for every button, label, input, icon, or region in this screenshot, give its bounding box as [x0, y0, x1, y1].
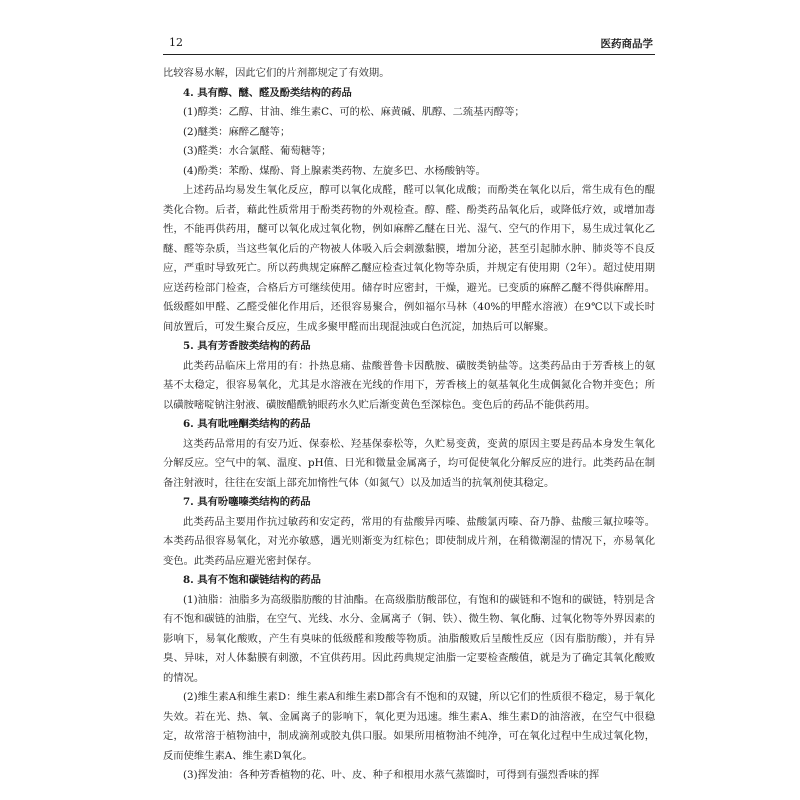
list-item: (4)酚类：苯酚、煤酚、肾上腺素类药物、左旋多巴、水杨酸钠等。 [183, 164, 486, 177]
page-body [163, 55, 655, 786]
body-paragraph: (3)挥发油：各种芳香植物的花、叶、皮、种子和根用水蒸气蒸馏时，可得到有强烈香味的挥 [183, 769, 600, 781]
body-paragraph: (1)油脂：油脂多为高级脂肪酸的甘油酯。在高级脂肪酸部位，有饱和的碳链和不饱和的碳链，特别是含有不饱和碳链的油脂，在空气、光线、水分、金属离子（铜、铁）、微生物、氧化酶、过氧化物等外界因素的影响下，易氧化酸败，产生有臭味的低级醛和羧酸等物质。油脂酸败后呈酸性反应（因有脂肪酸），并有异臭、异味，对人体黏膜有刺激，不宜供药用。因此药典规定油脂一定要检查酸值，就是为了确定其氧化酸败的情况。 [163, 593, 655, 684]
body-paragraph: 此类药品临床上常用的有：扑热息痛、盐酸普鲁卡因酰胺、磺胺类钠盐等。这类药品由于芳香核上的氨基不太稳定，很容易氧化，尤其是水溶液在光线的作用下，芳香核上的氨基氧化生成偶氮化合物并变色；所以磺胺嘧啶钠注射液、磺胺醋酰钠眼药水久贮后渐变黄色至深棕色。变色后的药品不能供药用。 [163, 359, 655, 411]
page-header [163, 30, 655, 55]
book-page [163, 30, 655, 786]
body-paragraph: 比较容易水解，因此它们的片剂都规定了有效期。 [163, 67, 390, 79]
body-paragraph: (2)维生素A和维生素D：维生素A和维生素D都含有不饱和的双键，所以它们的性质很不稳定，易于氧化失效。若在光、热、氧、金属离子的影响下，氧化更为迅速。维生素A、维生素D的油溶液，在空气中很稳定，故常溶于植物油中，制成滴剂或胶丸供口服。如果所用植物油不纯净，可在氧化过程中生成过氧化物，反而使维生素A、维生素D氧化。 [163, 691, 655, 762]
section-heading: 5. 具有芳香胺类结构的药品 [183, 340, 311, 352]
list-item: (3)醛类：水合氯醛、葡萄糖等； [183, 145, 332, 157]
section-heading: 6. 具有吡唑酮类结构的药品 [183, 418, 311, 430]
body-paragraph: 这类药品常用的有安乃近、保泰松、羟基保泰松等，久贮易变黄，变黄的原因主要是药品本身发生氧化分解反应。空气中的氧、温度、pH值、日光和微量金属离子，均可促使氧化分解反应的进行。此类药品在制备注射液时，往往在安瓿上部充加惰性气体（如氮气）以及加适当的抗氧剂使其稳定。 [163, 437, 655, 489]
page-number: 12 [169, 36, 183, 49]
section-heading: 4. 具有醇、醚、醛及酚类结构的药品 [183, 86, 352, 99]
list-item: (2)醚类：麻醉乙醚等； [183, 125, 291, 138]
body-paragraph: 上述药品均易发生氧化反应，醇可以氧化成醛，醛可以氧化成酸；而酚类在氧化以后，常生成有色的醌类化合物。后者，藉此性质常用于酚类药物的外观检查。醇、醛、酚类药品氧化后，或降低疗效，或增加毒性，不能再供药用，醚可以氧化成过氧化物，例如麻醉乙醚在日光、湿气、空气的作用下，易生成过氧化乙醚、醛等杂质，当这些氧化后的产物被人体吸入后会刺激黏膜，增加分泌，甚至引起肺水肿、肺炎等不良反应，严重时导致死亡。所以药典规定麻醉乙醚应检查过氧化物等杂质，并规定有使用期（2年）。超过使用期应送药检部门检查，合格后方可继续使用。储存时应密封，干燥，避光。已变质的麻醉乙醚不得供麻醉用。低级醛如甲醛、乙醛受催化作用后，还很容易聚合，例如福尔马林（40%的甲醛水溶液）在9℃以下或长时间放置后，可发生聚合反应，生成多聚甲醛而出现混浊或白色沉淀，加热后可以解聚。 [163, 184, 655, 333]
section-heading: 7. 具有吩噻嗪类结构的药品 [183, 496, 311, 508]
body-paragraph: 此类药品主要用作抗过敏药和安定药，常用的有盐酸异丙嗪、盐酸氯丙嗪、奋乃静、盐酸三氟拉嗪等。本类药品很容易氧化，对光亦敏感，遇光则渐变为红棕色；即使制成片剂，在稍微潮湿的情况下，亦易氧化变色。此类药品应避光密封保存。 [163, 515, 655, 567]
section-heading: 8. 具有不饱和碳链结构的药品 [183, 574, 321, 586]
running-head: 医药商品学 [600, 38, 653, 50]
list-item: (1)醇类：乙醇、甘油、维生素C、可的松、麻黄碱、肌醇、二巯基丙醇等； [183, 106, 525, 118]
